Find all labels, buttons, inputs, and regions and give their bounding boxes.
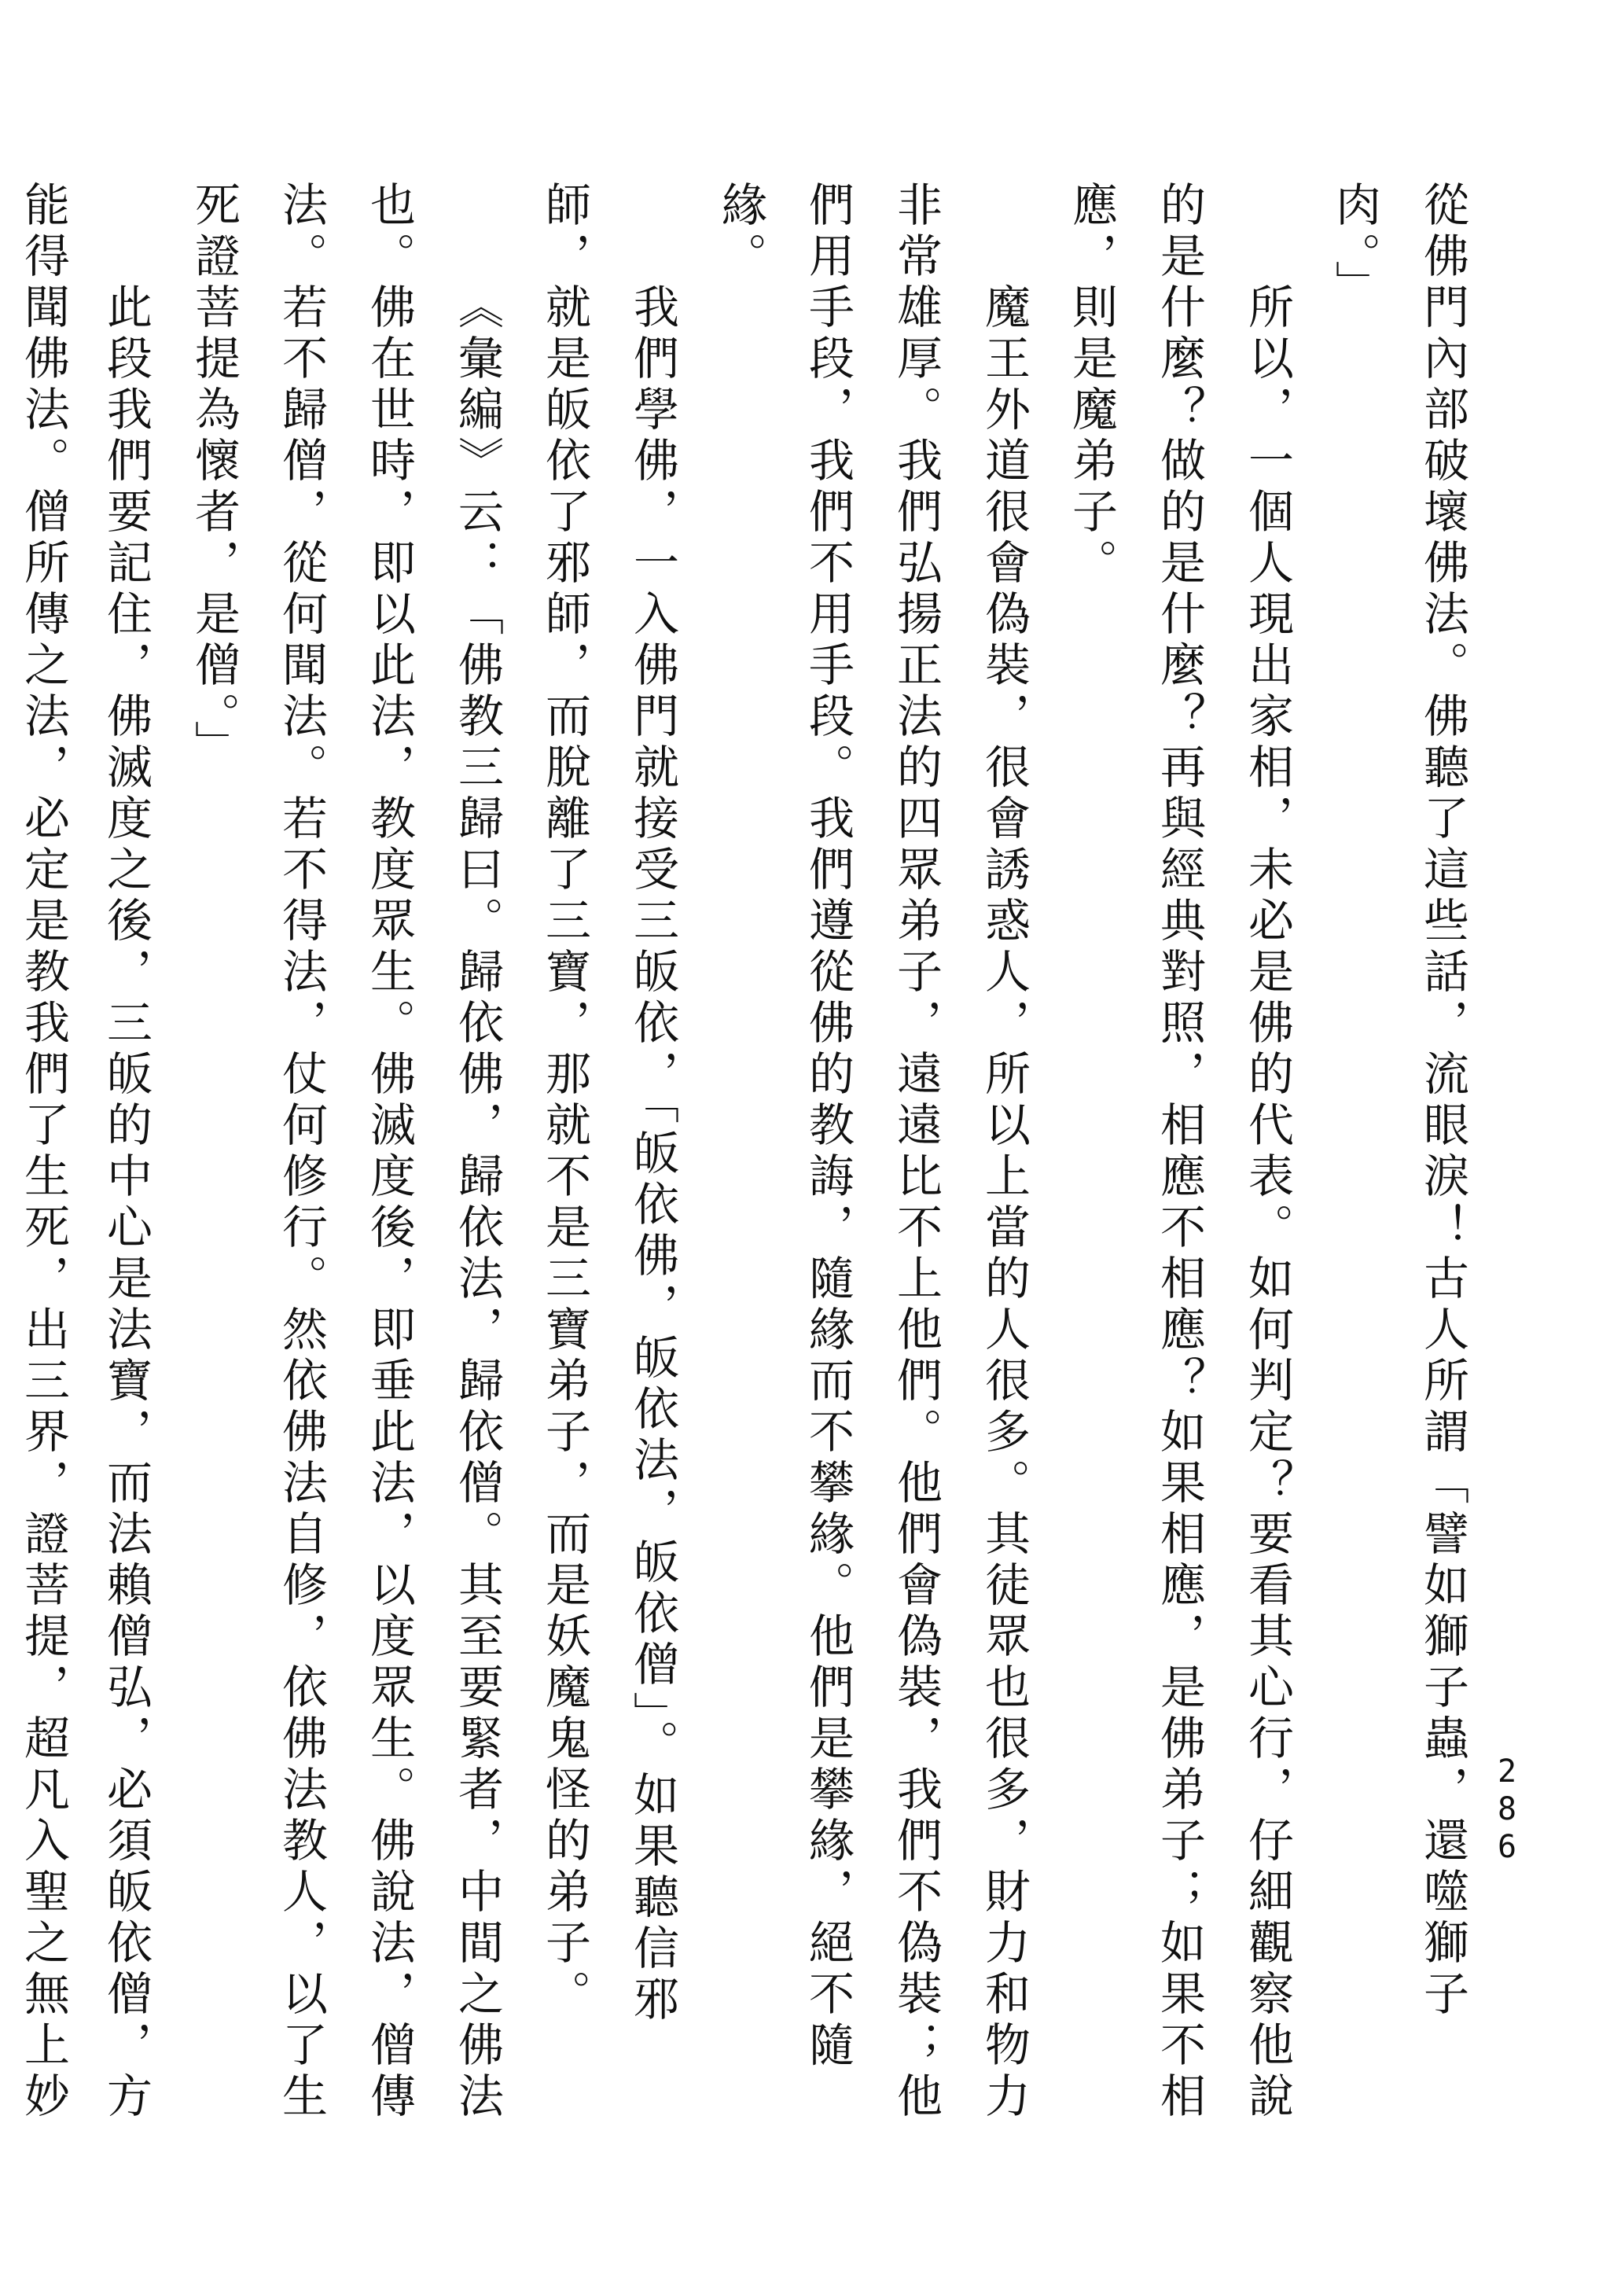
text-column-10: 我們學佛，一入佛門就接受三皈依，「皈依佛，皈依法，皈依僧」。如果聽信邪: [626, 283, 679, 2026]
text-column-15: 死證菩提為懷者，是僧。」: [187, 181, 241, 771]
text-column-14: 法。若不歸僧，從何聞法。若不得法，仗何修行。然依佛法自修，依佛法教人，以了生: [274, 181, 328, 2123]
text-column-12: 《彙編》云：「佛教三歸曰。歸依佛，歸依法，歸依僧。其至要緊者，中間之佛法: [450, 283, 504, 2123]
text-column-8: 們用手段，我們不用手段。我們遵從佛的教誨，隨緣而不攀緣。他們是攀緣，絕不隨: [801, 181, 855, 2072]
text-column-17: 能得聞佛法。僧所傳之法，必定是教我們了生死，出三界，證菩提，超凡入聖之無上妙: [17, 181, 70, 2123]
text-column-7: 非常雄厚。我們弘揚正法的四眾弟子，遠遠比不上他們。他們會偽裝，我們不偽裝；他: [889, 181, 943, 2123]
page-number: 286: [1489, 1753, 1525, 1867]
text-column-16: 此段我們要記住，佛滅度之後，三皈的中心是法寶，而法賴僧弘，必須皈依僧，方: [99, 283, 153, 2123]
text-column-13: 也。佛在世時，即以此法，教度眾生。佛滅度後，即垂此法，以度眾生。佛說法，僧傳: [362, 181, 416, 2123]
text-column-11: 師，就是皈依了邪師，而脫離了三寶，那就不是三寶弟子，而是妖魔鬼怪的弟子。: [538, 181, 591, 2021]
text-column-1: 從佛門內部破壞佛法。佛聽了這些話，流眼淚！古人所謂「譬如獅子蟲，還噬獅子: [1416, 181, 1469, 2021]
text-column-5: 應，則是魔弟子。: [1064, 181, 1118, 590]
text-column-6: 魔王外道很會偽裝，很會誘惑人，所以上當的人很多。其徒眾也很多，財力和物力: [977, 283, 1031, 2123]
text-column-3: 所以，一個人現出家相，未必是佛的代表。如何判定？要看其心行，仔細觀察他說: [1241, 283, 1294, 2123]
text-column-9: 緣。: [714, 181, 767, 283]
text-column-4: 的是什麼？做的是什麼？再與經典對照，相應不相應？如果相應，是佛弟子；如果不相: [1152, 181, 1206, 2123]
text-column-2: 肉。」: [1328, 181, 1381, 311]
